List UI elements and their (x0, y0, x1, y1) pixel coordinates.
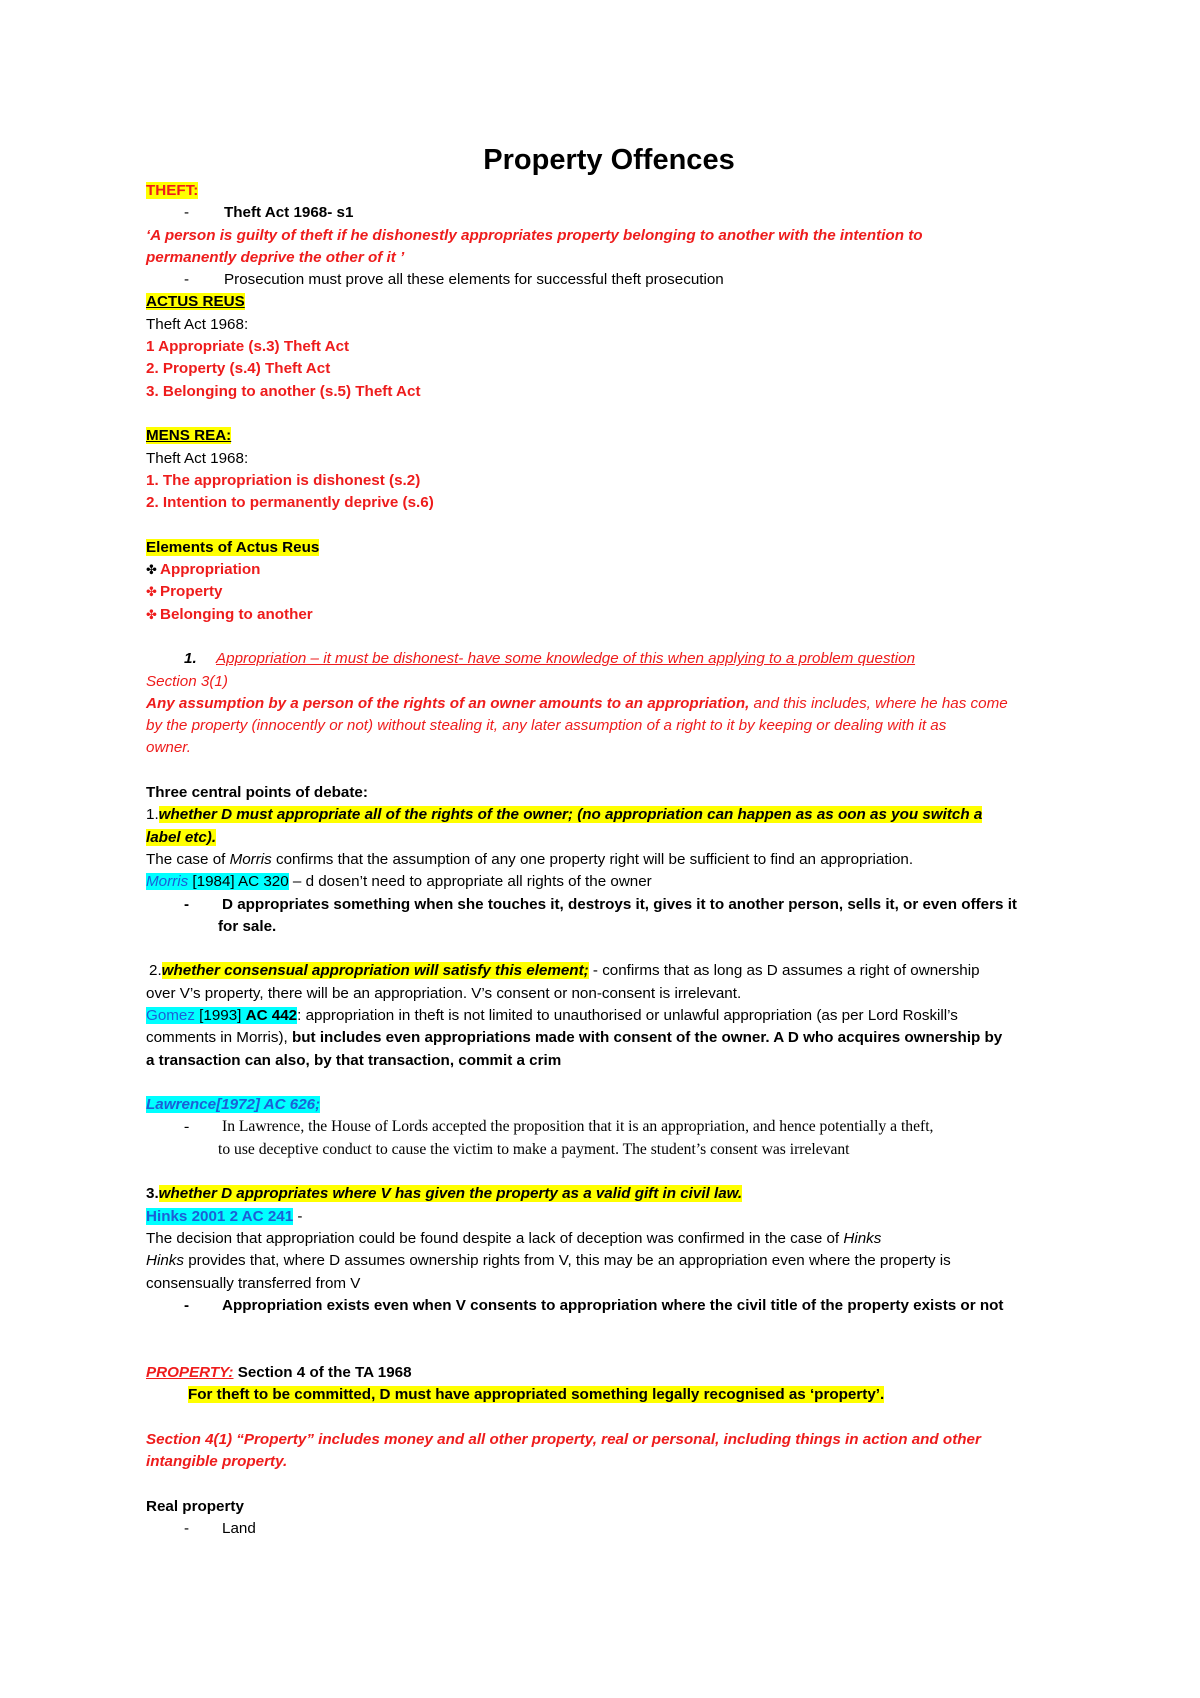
real-property-item-label: Land (222, 1519, 256, 1537)
spacer (146, 1317, 1066, 1339)
appropriation-text-bold: Any assumption by a person of the rights of an owner amounts to an appropriation, (146, 694, 750, 712)
appropriation-text-2: by the property (innocently or not) without stealing it, any later assumption of a right to it by keeping or dealing with it as (146, 717, 947, 735)
spacer (146, 1473, 1066, 1495)
case-citation: AC 320 (238, 873, 289, 891)
elements-item (146, 581, 1066, 603)
actus-reus-item: 1 Appropriate (s.3) Theft Act (146, 338, 350, 356)
appropriation-number: 1. (184, 650, 197, 668)
bullet-dash: - (184, 271, 190, 289)
debate-point-1-heading-cont: label etc). (146, 828, 217, 846)
theft-act-ref: Theft Act 1968- s1 (224, 204, 354, 222)
hinks-bullet-text: Appropriation exists even when V consents to appropriation where the civil title of the property exists or not (222, 1296, 1004, 1314)
prosecution-line (146, 269, 1066, 291)
elements-heading: Elements of Actus Reus (146, 538, 320, 556)
case-name-hinks: Hinks 2001 2 AC 241 (146, 1207, 294, 1225)
hinks-cite-line (146, 1206, 1066, 1228)
spacer (146, 1161, 1066, 1183)
property-highlight-line (146, 1384, 1066, 1406)
elements-item (146, 559, 1066, 581)
document-page (146, 140, 1066, 1540)
case-name-gomez: Gomez (146, 1006, 195, 1024)
appropriation-text-1 (146, 693, 1066, 715)
hinks-dash: - (293, 1207, 303, 1225)
hinks-text: The decision that appropriation could be found despite a lack of deception was confirmed in the case of (146, 1229, 844, 1247)
debate-point-2-line-2: over V’s property, there will be an appropriation. V’s consent or non-consent is irrelevant. (146, 984, 742, 1002)
spacer (146, 1339, 1066, 1361)
morris-confirm-line (146, 849, 1066, 871)
lawrence-line-2: to use deceptive conduct to cause the victim to make a payment. The student’s consent was irrelevant (218, 1140, 850, 1158)
debate-point-1-heading: whether D must appropriate all of the rights of the owner; (no appropriation can happen as as oon as you switch a (158, 806, 983, 824)
appropriation-heading-line (146, 648, 1066, 670)
theft-definition-1: ‘A person is guilty of theft if he dishonestly appropriates property belonging to another with the intention to (146, 226, 923, 244)
debate-point-1-line-1 (146, 804, 1066, 826)
morris-text-cont: confirms that the assumption of any one property right will be sufficient to find an appropriation. (271, 850, 914, 868)
debate-point-2-line-1 (146, 960, 1066, 982)
prosecution-text: Prosecution must prove all these elements for successful theft prosecution (224, 271, 724, 289)
morris-bullet-line-2: for sale. (218, 917, 277, 935)
elements-item-label: Belonging to another (160, 605, 313, 623)
mens-rea-heading-line (146, 425, 1066, 447)
morris-cite-line (146, 871, 1066, 893)
morris-bullet-line-1 (146, 894, 1066, 916)
gomez-line-3: a transaction can also, by that transaction, commit a crim (146, 1051, 562, 1069)
case-year: [1993] (194, 1006, 246, 1024)
spacer (146, 760, 1066, 782)
theft-heading: THEFT: (146, 182, 199, 199)
debate-point-3-heading: whether D appropriates where V has given the property as a valid gift in civil law. (158, 1185, 743, 1203)
elements-heading-line (146, 537, 1066, 559)
property-heading: PROPERTY: (146, 1363, 234, 1381)
arrow-bullet-icon: ✤ (146, 562, 157, 578)
debate-point-number: 3. (146, 1185, 159, 1203)
hinks-line-2 (146, 1250, 1066, 1272)
bullet-dash: - (184, 1519, 190, 1537)
spacer (146, 403, 1066, 425)
debate-point-2-text: - confirms that as long as D assumes a right of ownership (588, 962, 980, 980)
debate-heading: Three central points of debate: (146, 784, 368, 802)
theft-act-line (146, 202, 1066, 224)
spacer (146, 1406, 1066, 1428)
arrow-bullet-icon: ✤ (146, 584, 157, 600)
appropriation-text-3: owner. (146, 739, 192, 757)
lawrence-text: In Lawrence, the House of Lords accepted the proposition that it is an appropriation, and hence potentially a theft, (222, 1118, 934, 1136)
mens-rea-item: 1. The appropriation is dishonest (s.2) (146, 471, 421, 489)
property-heading-line (146, 1362, 1066, 1384)
actus-reus-act: Theft Act 1968: (146, 315, 249, 333)
bullet-dash: - (184, 1118, 190, 1136)
actus-reus-heading-line (146, 291, 1066, 313)
hinks-bullet-line (146, 1295, 1066, 1317)
morris-case-name: Morris (229, 850, 272, 868)
section-3-1: Section 3(1) (146, 672, 228, 690)
property-highlight: For theft to be committed, D must have appropriated something legally recognised as ‘property’. (188, 1386, 885, 1404)
arrow-bullet-icon: ✤ (146, 606, 157, 622)
debate-point-1-line-2 (146, 827, 1066, 849)
elements-item-label: Property (160, 583, 223, 601)
spacer (146, 938, 1066, 960)
hinks-line-1 (146, 1228, 1066, 1250)
gomez-line-1 (146, 1005, 1066, 1027)
lawrence-heading-line (146, 1094, 1066, 1116)
appropriation-text-rest: and this includes, where he has come (749, 694, 1008, 712)
gomez-text: comments in Morris), (146, 1029, 292, 1047)
spacer (146, 1072, 1066, 1094)
morris-summary: – d dosen’t need to appropriate all rights of the owner (288, 873, 652, 891)
mens-rea-heading: MENS REA: (146, 427, 232, 445)
gomez-text-bold: but includes even appropriations made with consent of the owner. A D who acquires ownership by (292, 1029, 1003, 1047)
section-4-1-line-2: intangible property. (146, 1452, 288, 1470)
section-4-1-line-1: Section 4(1) “Property” includes money and all other property, real or personal, including things in action and other (146, 1430, 981, 1448)
bullet-dash: - (184, 204, 190, 222)
hinks-case-name: Hinks (146, 1252, 184, 1270)
property-section-ref: Section 4 of the TA 1968 (233, 1363, 412, 1381)
hinks-case-name: Hinks (843, 1229, 882, 1247)
case-name-lawrence: Lawrence[1972] AC 626; (146, 1096, 321, 1114)
debate-point-2-heading: whether consensual appropriation will satisfy this element; (161, 962, 589, 980)
appropriation-heading: Appropriation – it must be dishonest- have some knowledge of this when applying to a problem question (216, 650, 916, 668)
debate-point-number: 2. (149, 962, 162, 980)
mens-rea-act: Theft Act 1968: (146, 449, 249, 467)
real-property-heading: Real property (146, 1497, 244, 1515)
hinks-text: provides that, where D assumes ownership rights from V, this may be an appropriation even where the property is (183, 1252, 951, 1270)
bullet-dash: - (184, 895, 190, 913)
theft-definition-2: permanently deprive the other of it ’ (146, 248, 405, 266)
actus-reus-heading: ACTUS REUS (146, 293, 245, 311)
theft-heading-line (146, 180, 1066, 202)
case-name-morris: Morris (146, 873, 189, 891)
case-year: [1984] (188, 873, 239, 891)
lawrence-line-1 (146, 1116, 1066, 1138)
spacer (146, 626, 1066, 648)
page-title: Property Offences (483, 144, 735, 176)
real-property-item (146, 1518, 1066, 1540)
hinks-line-3: consensually transferred from V (146, 1274, 361, 1292)
gomez-text: : appropriation in theft is not limited to unauthorised or unlawful appropriation (as per Lord Roskill’s (297, 1006, 958, 1024)
gomez-line-2 (146, 1027, 1066, 1049)
bullet-dash: - (184, 1296, 190, 1314)
mens-rea-item: 2. Intention to permanently deprive (s.6) (146, 494, 434, 512)
morris-text: The case of (146, 850, 230, 868)
debate-point-number: 1. (146, 806, 159, 824)
elements-item-label: Appropriation (160, 561, 261, 579)
elements-item (146, 604, 1066, 626)
case-citation: AC 442 (245, 1006, 298, 1024)
actus-reus-item: 3. Belonging to another (s.5) Theft Act (146, 382, 421, 400)
spacer (146, 514, 1066, 536)
debate-point-3-line (146, 1183, 1066, 1205)
actus-reus-item: 2. Property (s.4) Theft Act (146, 360, 331, 378)
morris-bullet-text: D appropriates something when she touches it, destroys it, gives it to another person, sells it, or even offers it (222, 895, 1017, 913)
